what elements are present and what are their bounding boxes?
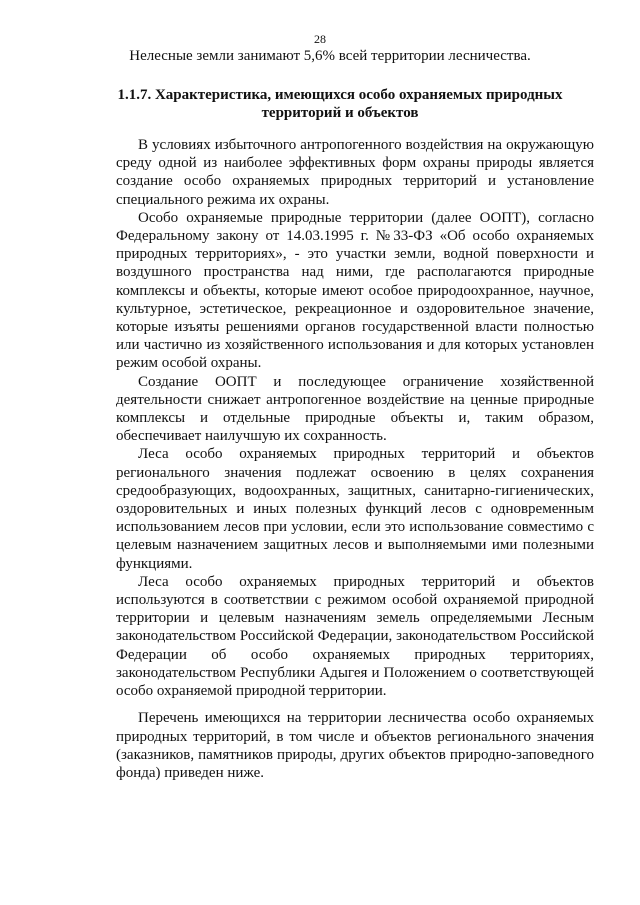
page-number: 28 (314, 32, 326, 46)
paragraph: В условиях избыточного антропогенного воздействия на окружающую среду одной из наиболее эффективных форм охраны природы является создание особо охраняемых природных территорий и установление специального режима их охраны. (116, 137, 594, 208)
intro-line: Нелесные земли занимают 5,6% всей территории лесничества. (129, 48, 531, 64)
section-heading: 1.1.7. Характеристика, имеющихся особо охраняемых природных территорий и объектов (117, 87, 563, 121)
paragraph: Создание ООПТ и последующее ограничение хозяйственной деятельности снижает антропогенное воздействие на ценные природные комплексы и отдельные природные объекты и, таким образом, обеспечивает наилучшую их сохранность. (116, 373, 594, 445)
paragraph: Леса особо охраняемых природных территорий и объектов регионального значения подлежат освоению в целях сохранения средообразующих, водоохранных, защитных, санитарно-гигиенических, оздоровительных и иных полезных функций лесов с одновременным использованием лесов при условии, если это использование совместимо с целевым назначением защитных лесов и выполняемыми ими полезными функциями. (116, 446, 594, 572)
paragraph: Перечень имеющихся на территории лесничества особо охраняемых природных территорий, в том числе и объектов регионального значения (заказников, памятников природы, других объектов природно-заповедного фонда) приведен ниже. (116, 710, 594, 781)
body-text (116, 136, 594, 782)
paragraph: Особо охраняемые природные территории (далее ООПТ), согласно Федеральному закону от 14.03.1995 г. №33-ФЗ «Об особо охраняемых природных территориях», - это участки земли, водной поверхности и воздушного пространства над ними, где располагаются природные комплексы и объекты, которые имеют особое природоохранное, научное, культурное, эстетическое, рекреационное и оздоровительное значение, которые изъяты решениями органов государственной власти полностью или частично из хозяйственного использования и для которых установлен режим особой охраны. (116, 209, 594, 372)
paragraph: Леса особо охраняемых природных территорий и объектов используются в соответствии с режимом особой охраняемой природной территории и целевым назначениям земель определяемыми Лесным законодательством Российской Федерации, законодательством Российской Федерации об особо охраняемых природных территориях, законодательством Республики Адыгея и Положением о соответствующей особо охраняемой природной территории. (116, 573, 594, 700)
